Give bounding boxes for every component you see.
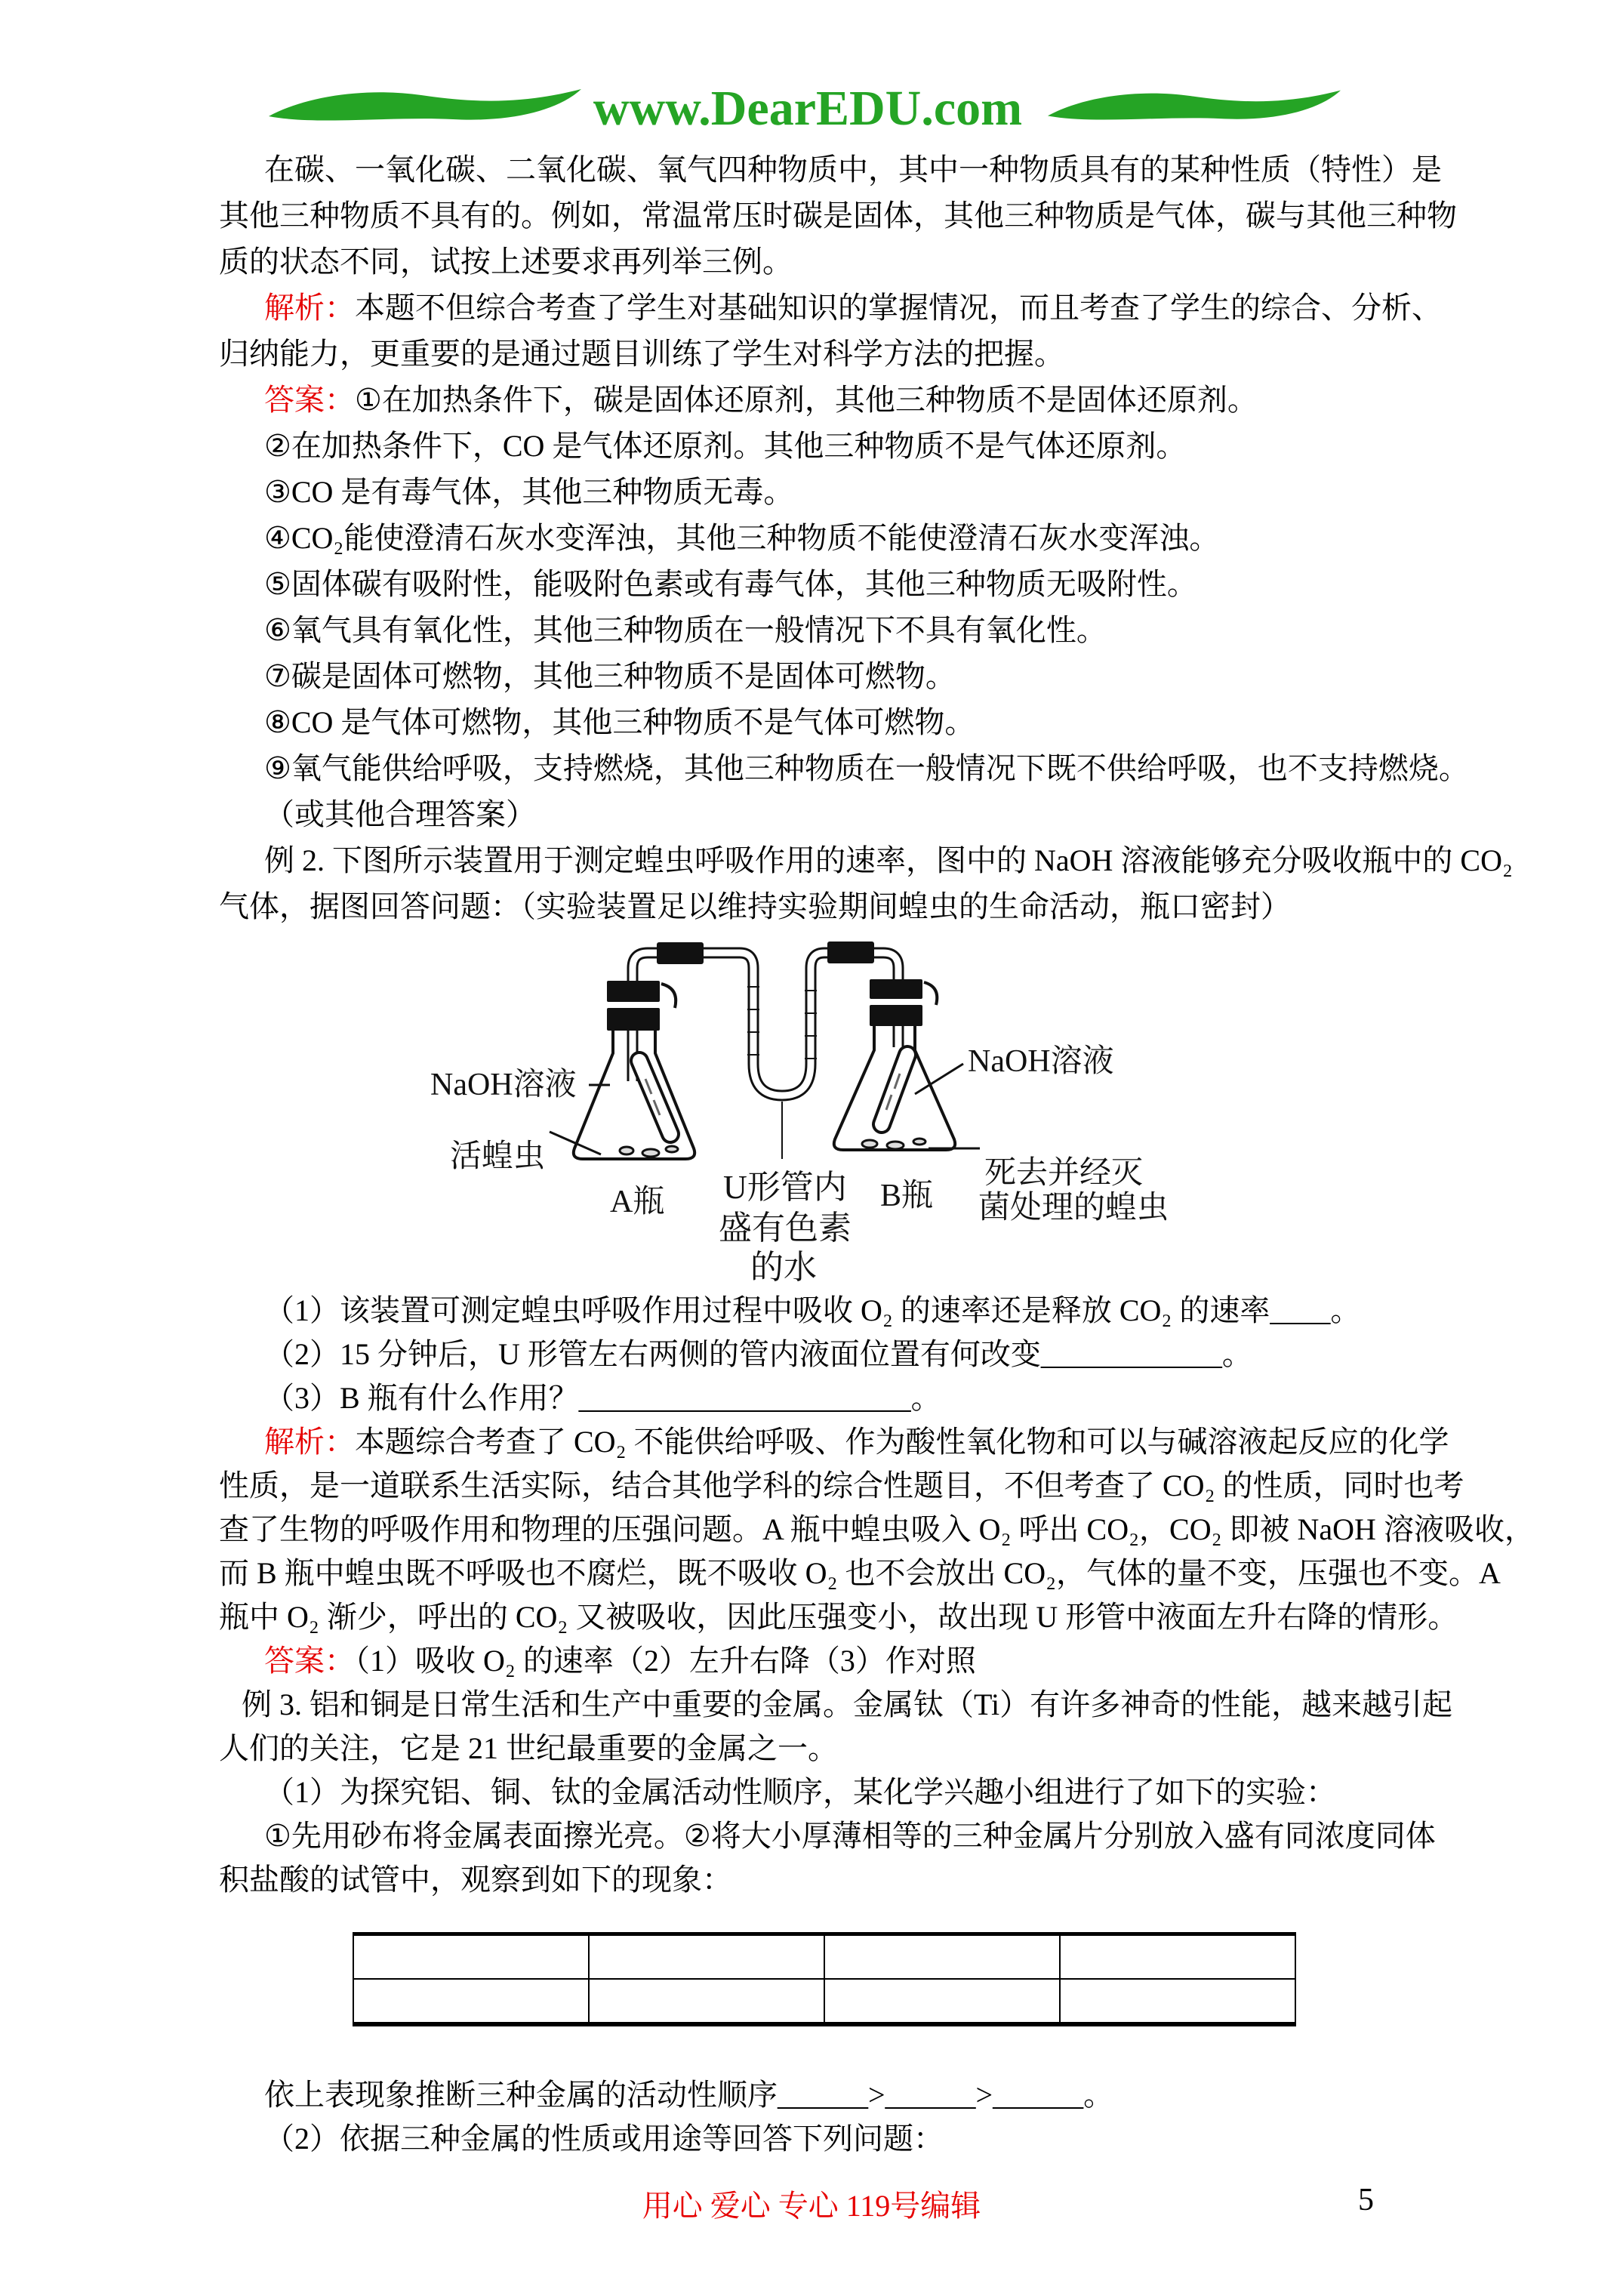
test-tube-b <box>882 1055 907 1124</box>
text-line: 人们的关注，它是 21 世纪最重要的金属之一。 <box>219 1731 838 1765</box>
text-line: 而 B 瓶中蝗虫既不呼吸也不腐烂，既不吸收 O₂ 也不会放出 CO₂，气体的量不变，压强也不变。A <box>219 1556 1501 1590</box>
text-line: 积盐酸的试管中，观察到如下的现象： <box>219 1863 732 1897</box>
text-line: ⑧CO 是气体可燃物，其他三种物质不是气体可燃物。 <box>219 705 975 739</box>
table-row <box>353 1979 1295 2024</box>
text-line: （2）依据三种金属的性质或用途等回答下列问题： <box>219 2122 944 2156</box>
text-line: ⑥氧气具有氧化性，其他三种物质在一般情况下不具有氧化性。 <box>219 613 1107 647</box>
table-cell <box>824 1934 1060 1980</box>
flask-a-stopper <box>607 981 676 1031</box>
text-line: 质的状态不同，试按上述要求再列举三例。 <box>219 245 793 279</box>
section-conclusion <box>219 2073 1502 2161</box>
text-line: 气体，据图回答问题：（实验装置足以维持实验期间蝗虫的生命活动，瓶口密封） <box>219 889 1291 923</box>
text-line: ④CO₂能使澄清石灰水变浑浊，其他三种物质不能使澄清石灰水变浑浊。 <box>219 521 1220 555</box>
locusts-b <box>862 1139 925 1149</box>
text-line: （或其他合理答案） <box>219 797 536 831</box>
label-naoh-left: NaOH溶液 <box>430 1068 577 1102</box>
text-line: 例 3. 铝和铜是日常生活和生产中重要的金属。金属钛（Ti）有许多神奇的性能，越来越引起 <box>219 1687 1453 1721</box>
text-line: 瓶中 O₂ 渐少，呼出的 CO₂ 又被吸收，因此压强变小，故出现 U 形管中液面左升右降的情形。 <box>219 1600 1458 1634</box>
text-line: ②在加热条件下，CO 是气体还原剂。其他三种物质不是气体还原剂。 <box>219 429 1187 463</box>
table-cell <box>589 1979 824 2024</box>
connector-band-right <box>827 942 874 963</box>
swoosh-right-icon <box>1028 86 1360 131</box>
label-flask-a: A瓶 <box>610 1185 665 1219</box>
text-line: ③CO 是有毒气体，其他三种物质无毒。 <box>219 475 794 509</box>
text-line: （3）B 瓶有什么作用？______________________。 <box>219 1381 941 1415</box>
text-line: ⑤固体碳有吸附性，能吸附色素或有毒气体，其他三种物质无吸附性。 <box>219 567 1197 601</box>
connector-band-left <box>657 942 704 964</box>
text-line: 解析：本题不但综合考查了学生对基础知识的掌握情况，而且考查了学生的综合、分析、 <box>264 291 1442 325</box>
text-line: 在碳、一氧化碳、二氧化碳、氧气四种物质中，其中一种物质具有的某种性质（特性）是 <box>219 153 1442 186</box>
label-utube-line3: 的水 <box>750 1249 817 1286</box>
flask-b-stopper <box>870 979 937 1026</box>
text-line: ①先用砂布将金属表面擦光亮。②将大小厚薄相等的三种金属片分别放入盛有同浓度同体 <box>219 1819 1436 1853</box>
table-cell <box>589 1934 824 1980</box>
text-line: （1）该装置可测定蝗虫呼吸作用过程中吸收 O₂ 的速率还是释放 CO₂ 的速率____。 <box>219 1293 1361 1327</box>
logo-text: www.DearEDU.com <box>593 81 1023 136</box>
text-line: 其他三种物质不具有的。例如，常温常压时碳是固体，其他三种物质是气体，碳与其他三种物 <box>219 199 1457 233</box>
page-footer <box>0 2182 1623 2225</box>
text-line: （1）为探究铝、铜、钛的金属活动性顺序，某化学兴趣小组进行了如下的实验： <box>219 1775 1336 1809</box>
label-flask-b: B瓶 <box>880 1179 934 1213</box>
table-cell <box>824 1979 1060 2024</box>
table-cell <box>353 1934 589 1980</box>
text-line: 答案：①在加热条件下，碳是固体还原剂，其他三种物质不是固体还原剂。 <box>264 383 1258 417</box>
table-row <box>353 1934 1295 1980</box>
header-logo <box>0 77 1623 140</box>
label-utube-line1: U形管内 <box>723 1169 847 1206</box>
label-dead-locust-line2: 菌处理的蝗虫 <box>978 1191 1169 1225</box>
label-utube-line2: 盛有色素 <box>719 1210 852 1247</box>
text-line: 归纳能力，更重要的是通过题目训练了学生对科学方法的把握。 <box>219 337 1064 371</box>
label-dead-locust-line1: 死去并经灭 <box>984 1156 1144 1191</box>
tube-bore <box>633 953 898 1096</box>
label-naoh-right: NaOH溶液 <box>968 1044 1114 1079</box>
text-line: （2）15 分钟后，U 形管左右两侧的管内液面位置有何改变____________。 <box>219 1337 1252 1371</box>
page-number: 5 <box>1358 2183 1374 2217</box>
text-line: 答案：（1）吸收 O₂ 的速率（2）左升右降（3）作对照 <box>264 1644 976 1678</box>
table-cell <box>353 1979 589 2024</box>
table-cell <box>1060 1934 1295 1980</box>
section-intro <box>219 146 1513 929</box>
text-line: 依上表现象推断三种金属的活动性顺序______>______>______。 <box>219 2078 1114 2112</box>
section-questions <box>219 1289 1535 1902</box>
locusts-a <box>620 1146 678 1157</box>
apparatus-diagram <box>408 934 1283 1289</box>
table-cell <box>1060 1979 1295 2024</box>
observation-table <box>353 1932 1296 2026</box>
text-line: 查了生物的呼吸作用和物理的压强问题。A 瓶中蝗虫吸入 O₂ 呼出 CO₂，CO₂ 即被 NaOH 溶液吸收， <box>219 1512 1535 1546</box>
text-line: ⑦碳是固体可燃物，其他三种物质不是固体可燃物。 <box>219 659 956 693</box>
document-body <box>0 140 1623 2161</box>
test-tube-a <box>639 1061 670 1134</box>
tube-outline <box>633 953 898 1096</box>
text-line: ⑨氧气能供给呼吸，支持燃烧，其他三种物质在一般情况下既不供给呼吸，也不支持燃烧。 <box>219 751 1469 785</box>
text-line: 性质，是一道联系生活实际，结合其他学科的综合性题目，不但考查了 CO₂ 的性质，同时也考 <box>219 1469 1464 1502</box>
text-line: 例 2. 下图所示装置用于测定蝗虫呼吸作用的速率，图中的 NaOH 溶液能够充分吸收瓶中的 CO₂ <box>219 843 1513 877</box>
footer-text: 用心 爱心 专心 119号编辑 <box>642 2189 981 2223</box>
label-live-locust: 活蝗虫 <box>450 1139 546 1174</box>
text-line: 解析：本题综合考查了 CO₂ 不能供给呼吸、作为酸性氧化物和可以与碱溶液起反应的化学 <box>264 1425 1449 1459</box>
swoosh-left-icon <box>263 85 587 133</box>
